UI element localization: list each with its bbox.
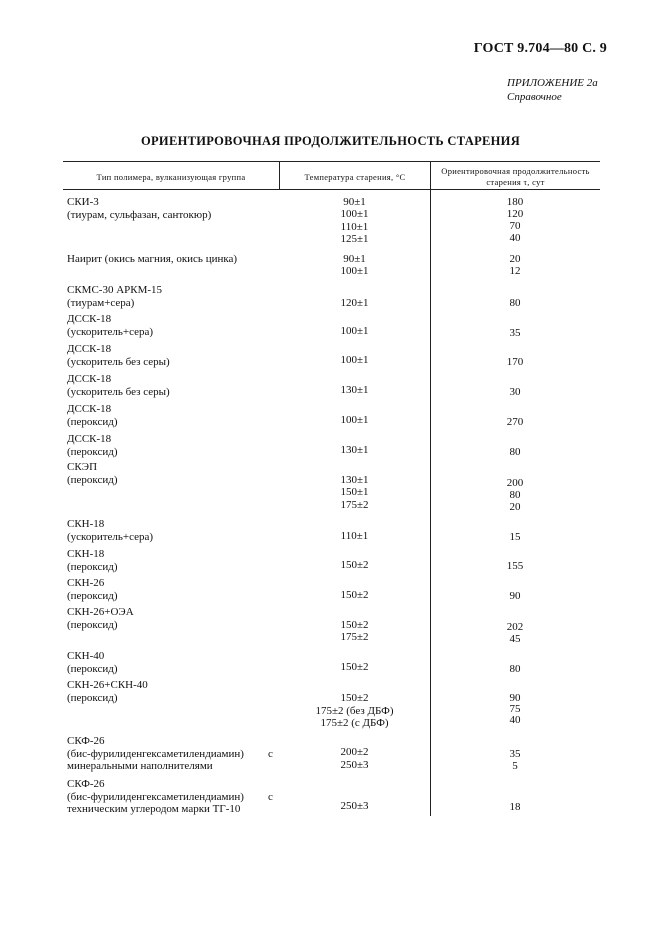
polymer-name-line: СКИ-3 xyxy=(67,196,99,208)
polymer-name-line: (тиурам, сульфазан, сантокюр) xyxy=(67,208,212,221)
duration-value: 35 xyxy=(509,748,521,760)
column-header-polymer: Тип полимера, вулканизующая группа xyxy=(96,172,246,182)
polymer-name-line: (тиурам+сера) xyxy=(67,296,135,309)
temperature-value: 100±1 xyxy=(340,325,369,337)
duration-value: 30 xyxy=(509,386,521,398)
polymer-name-line: СКМС-30 АРКМ-15 xyxy=(67,284,163,296)
appendix-label xyxy=(507,76,598,104)
temperature-value: 175±2 (без ДБФ) xyxy=(315,705,394,717)
polymer-name-suffix: с xyxy=(268,747,273,760)
duration-value: 70 xyxy=(509,220,521,232)
duration-value: 12 xyxy=(509,265,521,277)
polymer-name-line: минеральными наполнителями xyxy=(67,760,213,772)
appendix-note: Справочное xyxy=(507,91,562,103)
duration-value: 80 xyxy=(509,663,521,675)
temperature-value: 175±2 xyxy=(340,499,369,511)
polymer-name-line: (пероксид) xyxy=(67,618,118,631)
duration-value: 40 xyxy=(509,714,521,726)
polymer-name-line: (пероксид) xyxy=(67,662,118,675)
temperature-value: 150±2 xyxy=(340,661,369,673)
duration-value: 20 xyxy=(509,501,521,513)
polymer-name-line: (пероксид) xyxy=(67,415,118,428)
temperature-value: 150±1 xyxy=(340,486,369,498)
duration-value: 18 xyxy=(509,801,521,813)
polymer-name-line: СКН-26+СКН-40 xyxy=(67,679,148,691)
polymer-name-line: (ускоритель+сера) xyxy=(67,325,154,338)
duration-value: 120 xyxy=(506,208,524,220)
duration-value: 40 xyxy=(509,232,521,244)
duration-value: 5 xyxy=(512,760,518,772)
polymer-name-line: (пероксид) xyxy=(67,560,118,573)
polymer-name-line: СКФ-26 xyxy=(67,735,105,747)
temperature-value: 100±1 xyxy=(340,354,369,366)
polymer-name-line: (пероксид) xyxy=(67,589,118,602)
page-reference: ГОСТ 9.704—80 С. 9 xyxy=(473,41,607,56)
duration-value: 35 xyxy=(509,327,521,339)
duration-value: 155 xyxy=(506,560,524,572)
polymer-name-line: ДССК-18 xyxy=(67,433,112,445)
polymer-name-line: (бис-фурилиденгексаметилендиамин) xyxy=(67,790,244,803)
polymer-name-line: СКФ-26 xyxy=(67,778,105,790)
temperature-value: 100±1 xyxy=(340,208,369,220)
polymer-name-line: ДССК-18 xyxy=(67,313,112,325)
temperature-value: 90±1 xyxy=(343,196,366,208)
polymer-name-line: (ускоритель без серы) xyxy=(67,355,170,368)
duration-value: 90 xyxy=(509,590,521,602)
polymer-name-line: ДССК-18 xyxy=(67,373,112,385)
temperature-value: 150±2 xyxy=(340,589,369,601)
temperature-value: 250±3 xyxy=(340,800,369,812)
document-title: ОРИЕНТИРОВОЧНАЯ ПРОДОЛЖИТЕЛЬНОСТЬ СТАРЕНИЯ xyxy=(140,134,521,148)
temperature-value: 250±3 xyxy=(340,759,369,771)
temperature-value: 200±2 xyxy=(340,746,369,758)
polymer-name-line: ДССК-18 xyxy=(67,343,112,355)
table-top-rule xyxy=(63,161,600,162)
appendix-number: ПРИЛОЖЕНИЕ 2а xyxy=(507,77,598,89)
temperature-value: 100±1 xyxy=(340,414,369,426)
temperature-value: 130±1 xyxy=(340,384,369,396)
temperature-value: 120±1 xyxy=(340,297,369,309)
column-header-duration: Ориентировочная продолжительность старения τ, сут xyxy=(441,166,590,187)
temperature-value: 125±1 xyxy=(340,233,369,245)
duration-value: 270 xyxy=(506,416,524,428)
polymer-name-line: (бис-фурилиденгексаметилендиамин) xyxy=(67,747,244,760)
polymer-name-line: (пероксид) xyxy=(67,691,118,704)
polymer-name-line: (ускоритель+сера) xyxy=(67,530,154,543)
column-header-temperature: Температура старения, °С xyxy=(304,172,406,182)
duration-value: 200 xyxy=(506,477,524,489)
polymer-name-line: техническим углеродом марки ТГ-10 xyxy=(67,803,241,815)
polymer-name-line: (пероксид) xyxy=(67,445,118,458)
duration-value: 80 xyxy=(509,297,521,309)
polymer-name-line: Наирит (окись магния, окись цинка) xyxy=(67,253,238,265)
duration-value: 80 xyxy=(509,489,521,501)
polymer-name-line: СКН-26+ОЭА xyxy=(67,606,134,618)
duration-value: 202 xyxy=(506,621,524,633)
temperature-value: 90±1 xyxy=(343,253,366,265)
polymer-name-line: СКН-26 xyxy=(67,577,105,589)
duration-value: 180 xyxy=(506,196,524,208)
polymer-name-suffix: с xyxy=(268,790,273,803)
polymer-name-line: (ускоритель без серы) xyxy=(67,385,170,398)
temperature-value: 175±2 xyxy=(340,631,369,643)
duration-value: 20 xyxy=(509,253,521,265)
polymer-name-line: СКН-18 xyxy=(67,548,105,560)
temperature-value: 110±1 xyxy=(340,530,369,542)
polymer-name-line: СКЭП xyxy=(67,461,98,473)
duration-value: 170 xyxy=(506,356,524,368)
temperature-value: 150±2 xyxy=(340,692,369,704)
temperature-value: 130±1 xyxy=(340,444,369,456)
temperature-value: 130±1 xyxy=(340,474,369,486)
duration-value: 45 xyxy=(509,633,521,645)
temperature-value: 150±2 xyxy=(340,559,369,571)
duration-value: 75 xyxy=(509,703,521,715)
column-divider-2 xyxy=(430,161,431,816)
duration-value: 15 xyxy=(509,531,521,543)
polymer-name-line: ДССК-18 xyxy=(67,403,112,415)
temperature-value: 110±1 xyxy=(340,221,369,233)
duration-value: 90 xyxy=(509,692,521,704)
duration-value: 80 xyxy=(509,446,521,458)
temperature-value: 175±2 (с ДБФ) xyxy=(320,717,389,729)
temperature-value: 150±2 xyxy=(340,619,369,631)
temperature-value: 100±1 xyxy=(340,265,369,277)
table-header-rule xyxy=(63,189,600,190)
polymer-name-line: СКН-18 xyxy=(67,518,105,530)
polymer-name-line: СКН-40 xyxy=(67,650,105,662)
polymer-name-line: (пероксид) xyxy=(67,473,118,486)
